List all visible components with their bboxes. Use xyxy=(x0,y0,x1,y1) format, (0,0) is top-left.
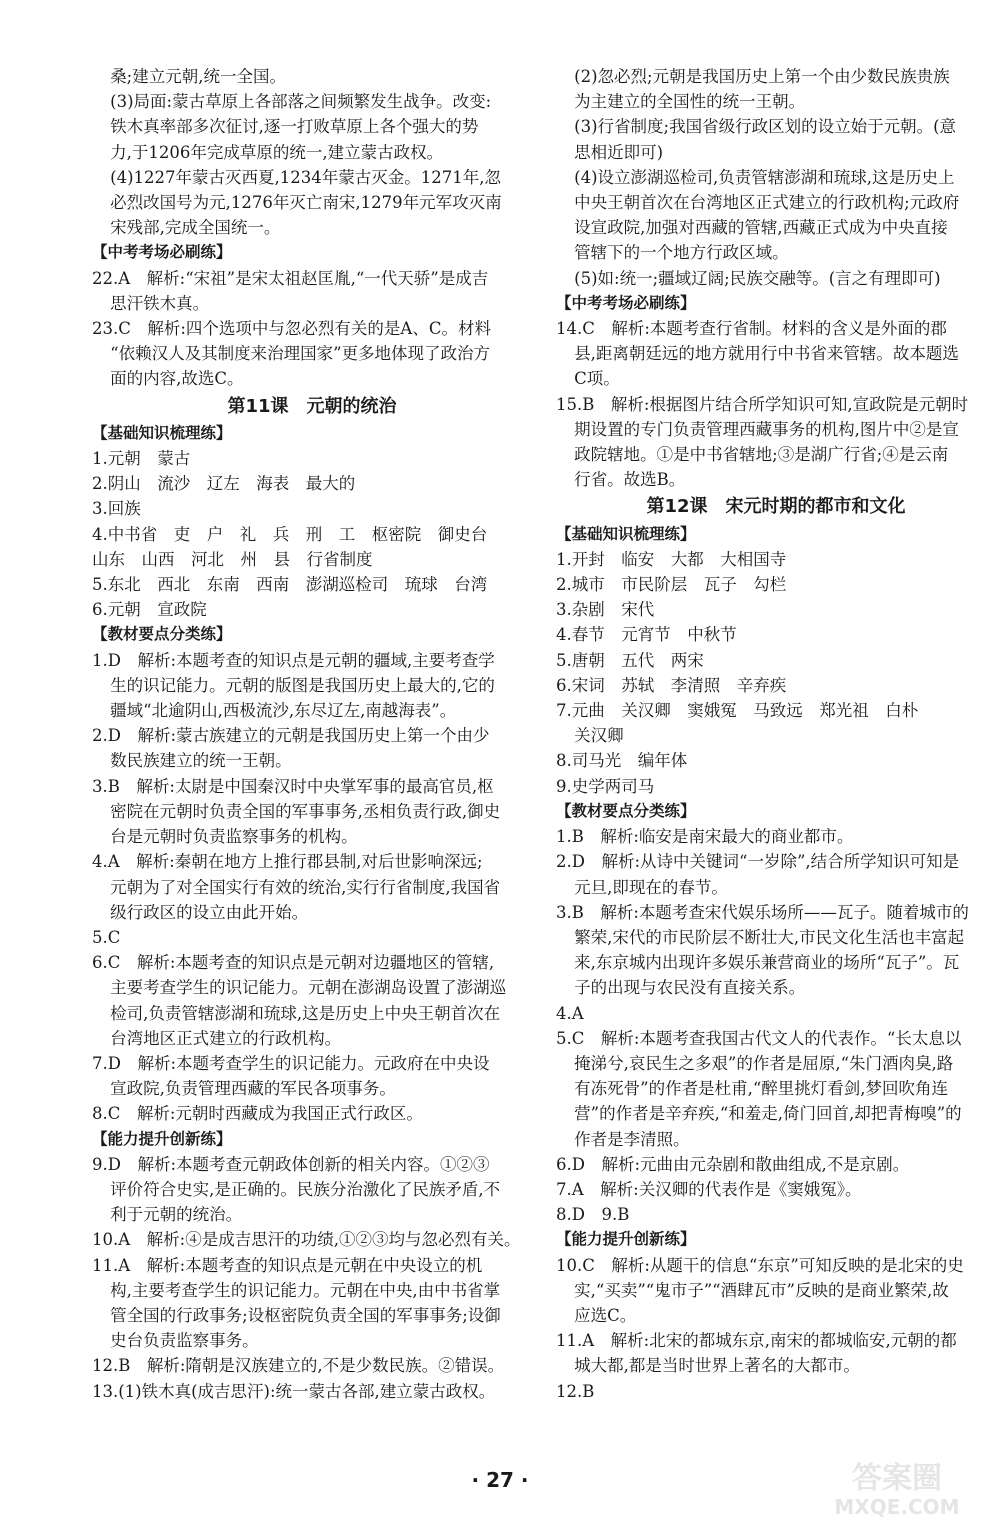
section-heading: 【教材要点分类练】 xyxy=(92,625,232,644)
answer-line: 政院辖地。①是中书省辖地;③是湖广行省;④是云南 xyxy=(574,445,949,465)
answer-line: 2.城市 市民阶层 瓦子 勾栏 xyxy=(556,575,787,595)
answer-line: 实,“买卖”“鬼市子”“酒肆瓦市”反映的是商业繁荣,故 xyxy=(574,1280,949,1300)
answer-line: 6.C 解析:本题考查的知识点是元朝对边疆地区的管辖, xyxy=(92,953,495,973)
section-heading: 【中考考场必刷练】 xyxy=(556,293,696,312)
answer-line: 5.C xyxy=(92,927,121,947)
answer-line: 行省。故选B。 xyxy=(574,470,686,490)
answer-line: 台是元朝时负责监察事务的机构。 xyxy=(110,827,358,847)
answer-line: 元朝为了对全国实行有效的统治,实行行省制度,我国省 xyxy=(110,877,501,897)
answer-line: 23.C 解析:四个选项中与忽必烈有关的是A、C。材料 xyxy=(92,319,491,339)
watermark-logo xyxy=(812,1454,982,1520)
right-column xyxy=(556,64,996,1404)
answer-line: 繁荣,宋代的市民阶层不断壮大,市民文化生活也丰富起 xyxy=(574,927,965,947)
answer-line: 疆域“北逾阴山,西极流沙,东尽辽左,南越海表”。 xyxy=(110,701,457,721)
answer-line: 数民族建立的统一王朝。 xyxy=(110,751,292,771)
answer-line: 4.A 解析:秦朝在地方上推行郡县制,对后世影响深远; xyxy=(92,852,483,872)
answer-line: 桑;建立元朝,统一全国。 xyxy=(110,67,286,86)
lesson-title: 第11课 元朝的统治 xyxy=(227,395,397,417)
answer-line: 密院在元朝时负责全国的军事事务,丞相负责行政,御史 xyxy=(110,801,501,821)
answer-line: 11.A 解析:本题考查的知识点是元朝在中央设立的机 xyxy=(92,1255,483,1275)
answer-line: 8.C 解析:元朝时西藏成为我国正式行政区。 xyxy=(92,1104,423,1124)
answer-line: 9.史学两司马 xyxy=(556,776,655,796)
answer-line: 台湾地区正式建立的行政机构。 xyxy=(110,1028,342,1048)
watermark-text: 答案圈 xyxy=(852,1461,942,1496)
answer-line: (4)设立澎湖巡检司,负责管辖澎湖和琉球,这是历史上 xyxy=(574,167,955,187)
answer-line: C项。 xyxy=(574,369,620,389)
answer-line: 生的识记能力。元朝的版图是我国历史上最大的,它的 xyxy=(110,675,495,695)
answer-line: 县,距离朝廷远的地方就用行中书省来管辖。故本题选 xyxy=(574,344,959,364)
watermark-subtext: MXQE.COM xyxy=(834,1495,960,1519)
answer-line: 7.A 解析:关汉卿的代表作是《窦娥冤》。 xyxy=(556,1179,862,1199)
answer-line: 评价符合史实,是正确的。民族分治激化了民族矛盾,不 xyxy=(110,1179,501,1199)
answer-line: 4.中书省 吏 户 礼 兵 刑 工 枢密院 御史台 xyxy=(92,524,488,544)
answer-line: 检司,负责管辖澎湖和琉球,这是历史上中央王朝首次在 xyxy=(110,1003,501,1023)
answer-line: 为主建立的全国性的统一王朝。 xyxy=(574,92,806,112)
answer-line: 6.元朝 宣政院 xyxy=(92,600,207,620)
answer-line: 营”的作者是辛弃疾,“和羞走,倚门回首,却把青梅嗅”的 xyxy=(574,1104,962,1124)
section-heading: 【基础知识梳理练】 xyxy=(556,524,696,543)
answer-line: 设宣政院,加强对西藏的管辖,西藏正式成为中央直接 xyxy=(574,218,948,238)
answer-line: 7.元曲 关汉卿 窦娥冤 马致远 郑光祖 白朴 xyxy=(556,701,919,721)
left-column xyxy=(92,64,532,1404)
answer-line: 6.D 解析:元曲由元杂剧和散曲组成,不是京剧。 xyxy=(556,1154,910,1174)
answer-line: 作者是李清照。 xyxy=(574,1129,690,1149)
answer-line: 1.D 解析:本题考查的知识点是元朝的疆域,主要考查学 xyxy=(92,650,495,670)
answer-line: 管辖下的一个地方行政区域。 xyxy=(574,243,789,263)
answer-line: 中央王朝首次在台湾地区正式建立的行政机构;元政府 xyxy=(574,193,960,213)
answer-line: 宣政院,负责管理西藏的军民各项事务。 xyxy=(110,1079,396,1099)
answer-line: 2.阴山 流沙 辽左 海表 最大的 xyxy=(92,474,356,494)
answer-line: (3)局面:蒙古草原上各部落之间频繁发生战争。改变: xyxy=(110,92,492,112)
answer-line: “依赖汉人及其制度来治理国家”更多地体现了政治方 xyxy=(110,344,491,364)
lesson-title: 第12课 宋元时期的都市和文化 xyxy=(646,496,906,518)
answer-line: 宋残部,完成全国统一。 xyxy=(110,218,281,238)
answer-line: 思相近即可) xyxy=(574,142,664,162)
answer-line: 5.东北 西北 东南 西南 澎湖巡检司 琉球 台湾 xyxy=(92,575,488,595)
answer-line: 来,东京城内出现许多娱乐兼营商业的场所“瓦子”。瓦 xyxy=(574,953,960,973)
answer-line: 1.开封 临安 大都 大相国寺 xyxy=(556,549,787,569)
answer-line: (2)忽必烈;元朝是我国历史上第一个由少数民族贵族 xyxy=(574,67,950,86)
answer-line: 22.A 解析:“宋祖”是宋太祖赵匡胤,“一代天骄”是成吉 xyxy=(92,268,489,288)
answer-line: 14.C 解析:本题考查行省制。材料的含义是外面的郡 xyxy=(556,319,947,339)
answer-line: 8.D 9.B xyxy=(556,1205,630,1225)
answer-line: 有冻死骨”的作者是杜甫,“醉里挑灯看剑,梦回吹角连 xyxy=(574,1079,949,1099)
answer-line: 期设置的专门负责管理西藏事务的机构,图片中②是宣 xyxy=(574,419,959,439)
section-heading: 【中考考场必刷练】 xyxy=(92,243,232,262)
answer-line: 主要考查学生的识记能力。元朝在澎湖岛设置了澎湖巡 xyxy=(110,978,507,998)
answer-line: 4.A xyxy=(556,1003,584,1023)
answer-line: 子的出现与农民没有直接关系。 xyxy=(574,978,806,998)
answer-line: 13.(1)铁木真(成吉思汗):统一蒙古各部,建立蒙古政权。 xyxy=(92,1381,496,1401)
section-heading: 【能力提升创新练】 xyxy=(556,1230,696,1249)
answer-line: 级行政区的设立由此开始。 xyxy=(110,902,309,922)
answer-line: 必烈改国号为元,1276年灭亡南宋,1279年元军攻灭南 xyxy=(110,193,502,213)
answer-line: 2.D 解析:从诗中关键词“一岁除”,结合所学知识可知是 xyxy=(556,852,960,872)
answer-line: 面的内容,故选C。 xyxy=(110,369,244,389)
answer-line: 10.C 解析:从题干的信息“东京”可知反映的是北宋的史 xyxy=(556,1255,964,1275)
answer-line: 城大都,都是当时世界上著名的大都市。 xyxy=(574,1356,860,1376)
answer-line: 元旦,即现在的春节。 xyxy=(574,877,728,897)
answer-line: (4)1227年蒙古灭西夏,1234年蒙古灭金。1271年,忽 xyxy=(110,167,501,187)
answer-line: 思汗铁木真。 xyxy=(110,293,210,313)
answer-line: 1.元朝 蒙古 xyxy=(92,449,191,469)
answer-line: 3.B 解析:本题考查宋代娱乐场所——瓦子。随着城市的 xyxy=(556,902,969,922)
page-number: · 27 · xyxy=(471,1468,529,1492)
answer-line: 管全国的行政事务;设枢密院负责全国的军事事务;设御 xyxy=(110,1305,501,1325)
answer-line: 1.B 解析:临安是南宋最大的商业都市。 xyxy=(556,827,854,847)
answer-line: 3.B 解析:太尉是中国秦汉时中央掌军事的最高官员,枢 xyxy=(92,776,494,796)
answer-line: 12.B 解析:隋朝是汉族建立的,不是少数民族。②错误。 xyxy=(92,1356,505,1376)
answer-line: 15.B 解析:根据图片结合所学知识可知,宣政院是元朝时 xyxy=(556,394,969,414)
answer-line: 8.司马光 编年体 xyxy=(556,751,688,771)
answer-line: (3)行省制度;我国省级行政区划的设立始于元朝。(意 xyxy=(574,117,957,137)
answer-line: 12.B xyxy=(556,1381,595,1401)
answer-line: 利于元朝的统治。 xyxy=(110,1205,243,1225)
answer-line: 3.杂剧 宋代 xyxy=(556,600,655,620)
section-heading: 【能力提升创新练】 xyxy=(92,1129,232,1148)
answer-line: 10.A 解析:④是成吉思汗的功绩,①②③均与忽必烈有关。 xyxy=(92,1230,521,1250)
answer-line: 3.回族 xyxy=(92,499,141,519)
answer-line: 铁木真率部多次征讨,逐一打败草原上各个强大的势 xyxy=(110,117,479,137)
answer-line: 9.D 解析:本题考查元朝政体创新的相关内容。①②③ xyxy=(92,1154,490,1174)
answer-line: 2.D 解析:蒙古族建立的元朝是我国历史上第一个由少 xyxy=(92,726,490,746)
answer-line: 6.宋词 苏轼 李清照 辛弃疾 xyxy=(556,675,787,695)
answer-line: 构,主要考查学生的识记能力。元朝在中央,由中书省掌 xyxy=(110,1280,501,1300)
answer-line: 5.C 解析:本题考查我国古代文人的代表作。“长太息以 xyxy=(556,1028,962,1048)
answer-line: 山东 山西 河北 州 县 行省制度 xyxy=(92,549,373,569)
answer-line: 4.春节 元宵节 中秋节 xyxy=(556,625,737,645)
answer-line: (5)如:统一;疆域辽阔;民族交融等。(言之有理即可) xyxy=(574,268,941,288)
answer-line: 5.唐朝 五代 两宋 xyxy=(556,650,704,670)
answer-line: 掩涕兮,哀民生之多艰”的作者是屈原,“朱门酒肉臭,路 xyxy=(574,1053,954,1073)
answer-line: 力,于1206年完成草原的统一,建立蒙古政权。 xyxy=(110,142,444,162)
answer-line: 史台负责监察事务。 xyxy=(110,1331,259,1351)
answer-line: 应选C。 xyxy=(574,1305,637,1325)
section-heading: 【教材要点分类练】 xyxy=(556,801,696,820)
section-heading: 【基础知识梳理练】 xyxy=(92,423,232,442)
answer-line: 11.A 解析:北宋的都城东京,南宋的都城临安,元朝的都 xyxy=(556,1331,957,1351)
answer-line: 7.D 解析:本题考查学生的识记能力。元政府在中央设 xyxy=(92,1053,490,1073)
answer-line: 关汉卿 xyxy=(574,726,624,746)
